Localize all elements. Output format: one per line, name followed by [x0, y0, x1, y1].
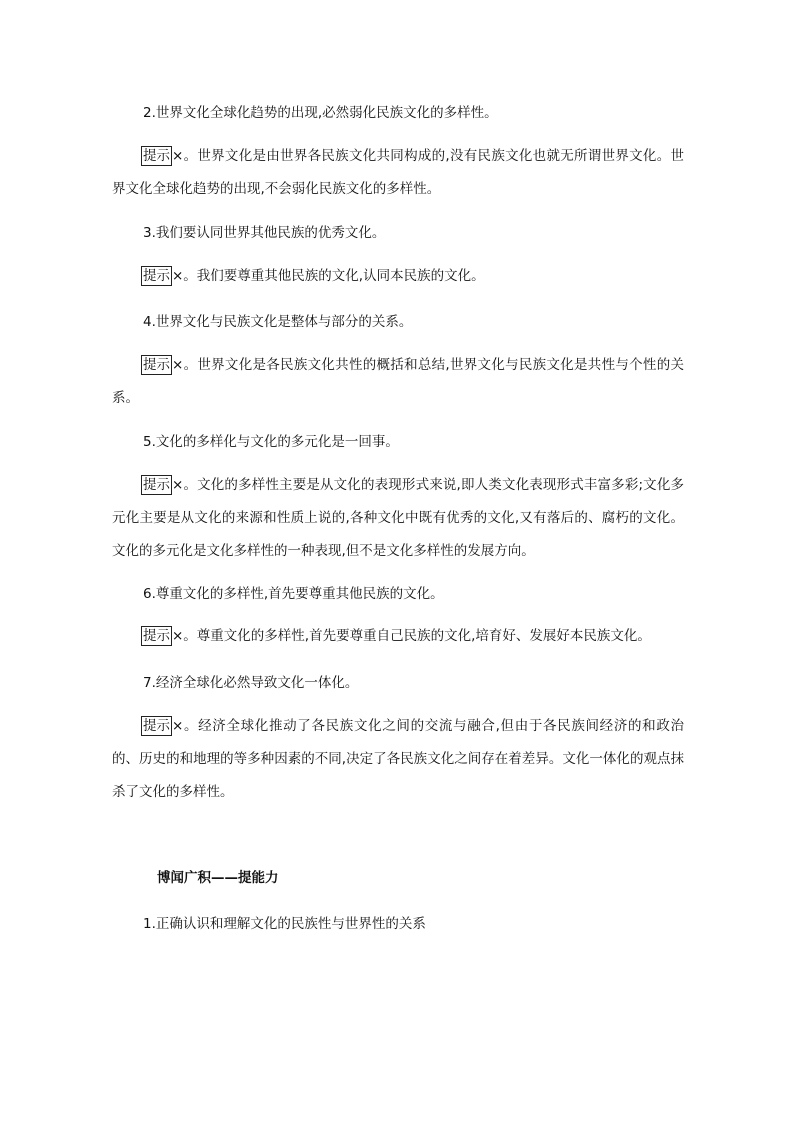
answer-6-text: ×。尊重文化的多样性,首先要尊重自己民族的文化,培育好、发展好本民族文化。 [172, 628, 651, 644]
answer-3-text: ×。我们要尊重其他民族的文化,认同本民族的文化。 [172, 268, 485, 284]
answer-7 [112, 710, 684, 809]
question-6: 6.尊重文化的多样性,首先要尊重其他民族的文化。 [143, 586, 444, 602]
section-item-1: 1.正确认识和理解文化的民族性与世界性的关系 [143, 916, 426, 932]
hint-box: 提示 [143, 718, 170, 734]
question-4: 4.世界文化与民族文化是整体与部分的关系。 [143, 314, 413, 330]
question-5: 5.文化的多样化与文化的多元化是一回事。 [143, 434, 399, 450]
answer-2-text: ×。世界文化是由世界各民族文化共同构成的,没有民族文化也就无所谓世界文化。世界文化全球化趋势的出现,不会弱化民族文化的多样性。 [112, 148, 684, 197]
hint-box: 提示 [143, 148, 170, 164]
answer-6 [112, 620, 684, 653]
section-title: 博闻广积——提能力 [157, 870, 279, 886]
question-7: 7.经济全球化必然导致文化一体化。 [143, 675, 359, 691]
hint-box: 提示 [143, 477, 170, 493]
answer-2 [112, 140, 684, 206]
question-3: 3.我们要认同世界其他民族的优秀文化。 [143, 225, 386, 241]
answer-4 [112, 349, 684, 415]
answer-4-text: ×。世界文化是各民族文化共性的概括和总结,世界文化与民族文化是共性与个性的关系。 [112, 357, 684, 406]
hint-box: 提示 [143, 357, 170, 373]
hint-box: 提示 [143, 268, 170, 284]
answer-3 [112, 260, 684, 293]
hint-box: 提示 [143, 628, 170, 644]
question-2: 2.世界文化全球化趋势的出现,必然弱化民族文化的多样性。 [143, 105, 498, 121]
answer-5-text: ×。文化的多样性主要是从文化的表现形式来说,即人类文化表现形式丰富多彩;文化多元化主要是从文化的来源和性质上说的,各种文化中既有优秀的文化,又有落后的、腐朽的文化。文化的多元化是文化多样性的一种表现,但不是文化多样性的发展方向。 [112, 477, 684, 559]
answer-7-text: ×。经济全球化推动了各民族文化之间的交流与融合,但由于各民族间经济的和政治的、历史的和地理的等多种因素的不同,决定了各民族文化之间存在着差异。文化一体化的观点抹杀了文化的多样性。 [112, 718, 684, 800]
answer-5 [112, 469, 684, 568]
